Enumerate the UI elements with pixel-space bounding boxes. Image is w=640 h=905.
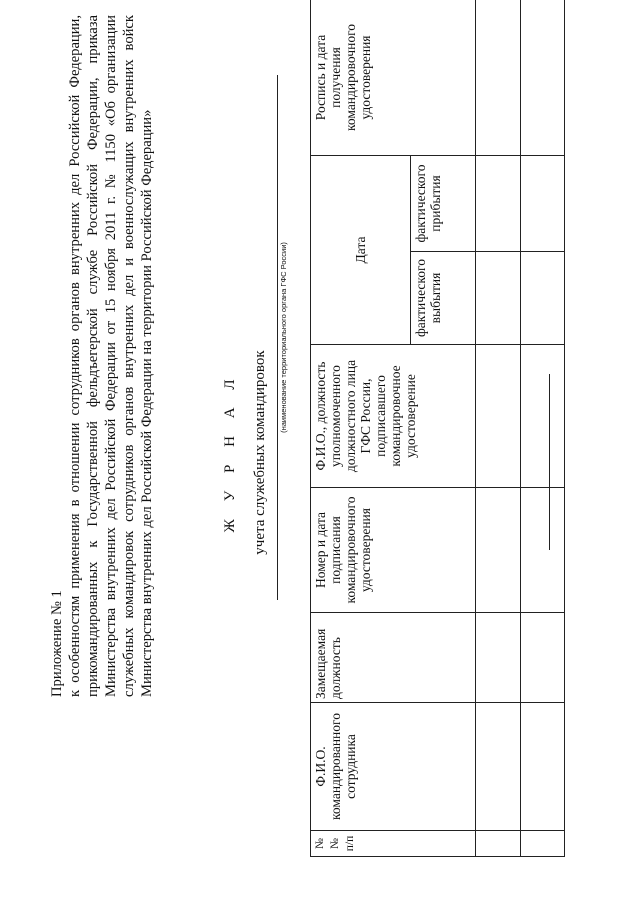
table-cell <box>476 155 520 251</box>
table-row <box>476 0 520 857</box>
table-cell <box>476 613 520 703</box>
table-cell <box>476 703 520 831</box>
table-cell <box>520 488 564 613</box>
table-cell <box>476 0 520 155</box>
table-cell <box>520 155 564 251</box>
table-cell <box>520 345 564 488</box>
org-name-label: (наименование территориального органа ГФС России) <box>279 242 288 433</box>
journal-table <box>310 0 565 857</box>
appendix-text: к особенностям применения в отношении сотрудников органов внутренних дел Российской Федерации, прикомандированных к Государственной фельдъегерской службе Российской Федерации, приказа Министерства внутренних дел Российской Федерации от 15 ноября 2011 г. № 1150 «Об организации служебных командировок сотрудников органов внутренних дел и военнослужащих внутренних войск Министерства внутренних дел Российской Федерации на территории Российской Федерации» <box>67 15 155 697</box>
col-position: Замещаемая должность <box>311 613 476 703</box>
bottom-divider-line <box>549 374 550 550</box>
table-cell <box>520 703 564 831</box>
org-name-line <box>277 75 278 600</box>
table-cell <box>476 831 520 857</box>
col-signer: Ф.И.О., должность уполномоченного должностного лица ГФС России, подписавшего командировочное удостоверение <box>311 345 476 488</box>
col-certificate: Номер и дата подписания командировочного удостоверения <box>311 488 476 613</box>
table-cell <box>476 345 520 488</box>
table-header-row <box>311 0 411 857</box>
table-cell <box>520 613 564 703</box>
table-cell <box>476 252 520 345</box>
appendix-header <box>48 15 156 697</box>
journal-subtitle: учета служебных командировок <box>252 350 268 555</box>
col-date-departure: фактического выбытия <box>411 252 476 345</box>
col-receipt: Роспись и дата получения командировочного удостоверения <box>311 0 476 155</box>
table-cell <box>520 0 564 155</box>
col-fio: Ф.И.О. командированного сотрудника <box>311 703 476 831</box>
table-cell <box>520 252 564 345</box>
journal-title: Ж У Р Н А Л <box>222 372 238 533</box>
col-number: №№ п/п <box>311 831 476 857</box>
col-date: Дата <box>311 155 411 344</box>
table-cell <box>476 488 520 613</box>
table-cell <box>520 831 564 857</box>
appendix-title: Приложение № 1 <box>49 590 65 697</box>
table-row <box>520 0 564 857</box>
col-date-arrival: фактического прибытия <box>411 155 476 251</box>
